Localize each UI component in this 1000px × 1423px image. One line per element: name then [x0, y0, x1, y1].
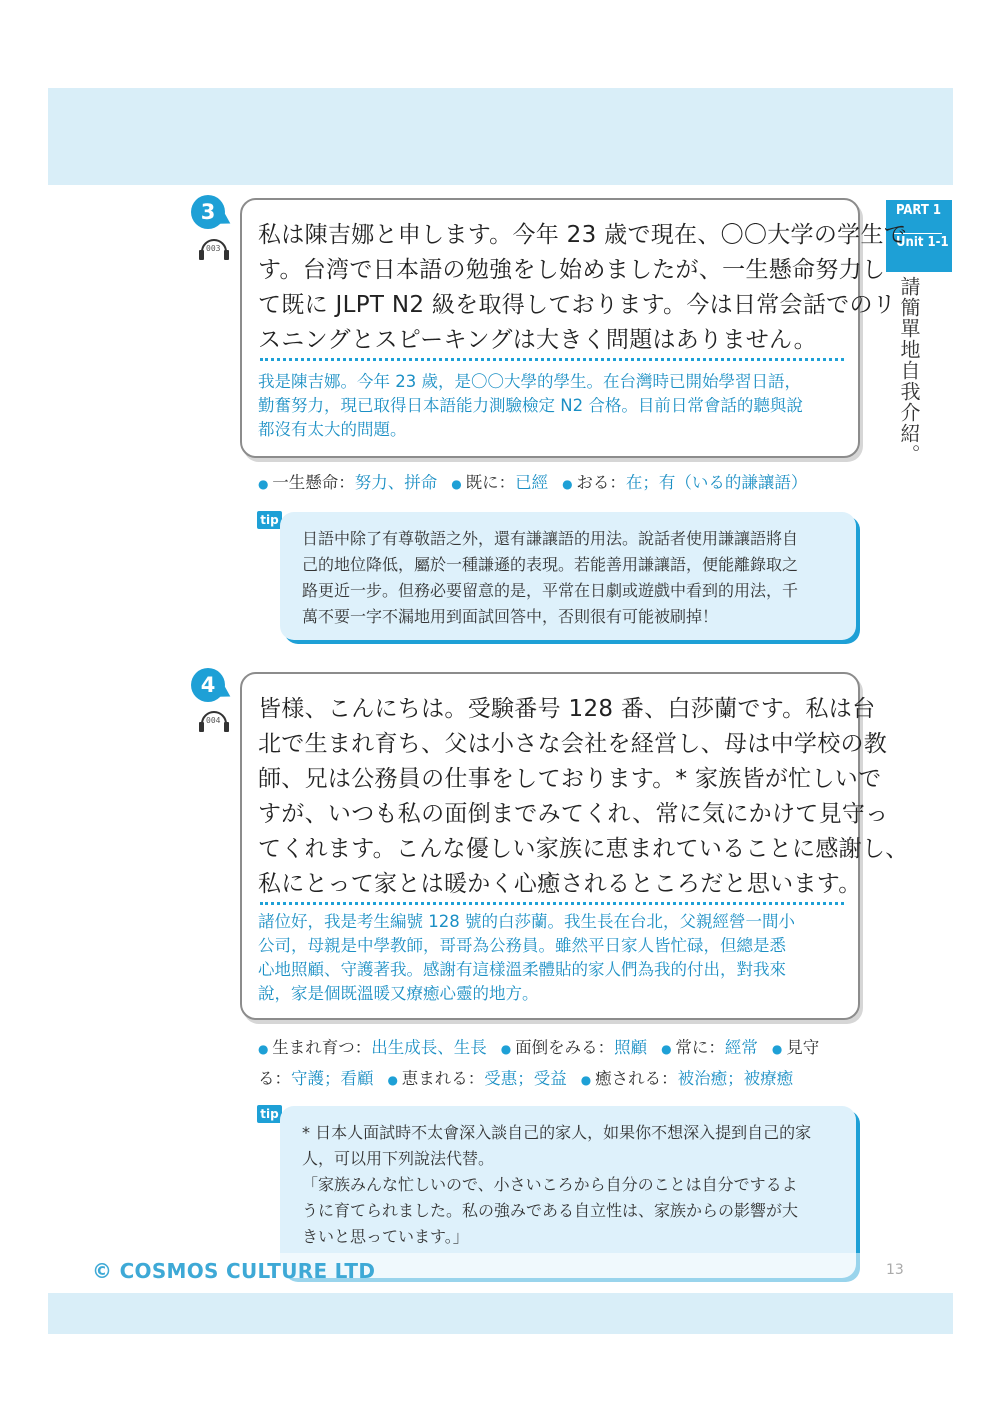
- chinese-line: 說，家是個既溫暖又療癒心靈的地方。: [258, 984, 539, 1003]
- chinese-line: 我是陳吉娜。今年 23 歲，是〇〇大學的學生。在台灣時已開始學習日語，: [258, 372, 801, 391]
- vocab-term: 生まれ育つ：: [272, 1038, 372, 1057]
- japanese-line: すが、いつも私の面倒までみてくれ、常に気にかけて見守っ: [258, 801, 889, 827]
- vocab-meaning: 已經: [515, 473, 549, 492]
- vocab-item: [661, 1038, 758, 1057]
- vocab-item: [581, 1069, 793, 1088]
- page-number: 13: [886, 1262, 904, 1278]
- audio-icon[interactable]: [198, 708, 230, 734]
- vocab-term: 面倒をみる：: [515, 1038, 615, 1057]
- tip-line: 日語中除了有尊敬語之外，還有謙讓語的用法。說話者使用謙讓語將自: [302, 529, 799, 548]
- bullet-icon: ●: [500, 1042, 516, 1056]
- japanese-line: て既に JLPT N2 級を取得しております。今は日常会話でのリ: [258, 292, 897, 318]
- chinese-line: 都沒有太大的問題。: [258, 420, 407, 439]
- bullet-icon: ●: [451, 477, 466, 491]
- tip-box: [280, 512, 856, 640]
- japanese-line: てくれます。こんな優しい家族に恵まれていることに感謝し、: [258, 836, 909, 862]
- vocab-meaning: 守護；看顧: [291, 1069, 374, 1088]
- header-band: [48, 88, 953, 185]
- footer-band: [48, 1293, 953, 1334]
- unit-label: Unit 1-1: [896, 235, 949, 250]
- bullet-icon: ●: [562, 477, 577, 491]
- bullet-icon: ●: [258, 477, 273, 491]
- tip-label: tip: [257, 1105, 282, 1123]
- vocab-term: 見守: [786, 1038, 820, 1057]
- vocab-term: る：: [258, 1069, 291, 1088]
- section-number-3: 3: [191, 195, 225, 229]
- vocab-meaning: 被治癒；被療癒: [677, 1069, 794, 1088]
- japanese-line: す。台湾で日本語の勉強をし始めましたが、一生懸命努力し: [258, 257, 886, 283]
- vocabulary-list: [258, 468, 821, 499]
- audio-icon[interactable]: [198, 236, 230, 262]
- vocab-item: [562, 473, 807, 492]
- vocab-term: おる：: [576, 473, 626, 492]
- dialogue-card-3: [240, 198, 908, 458]
- bullet-icon: ●: [580, 1073, 596, 1087]
- part-label: PART 1: [896, 203, 942, 218]
- section-number-4: 4: [191, 668, 225, 702]
- tip-line: 己的地位降低，屬於一種謙遜的表現。若能善用謙讓語，便能離錄取之: [302, 555, 799, 574]
- vocab-item: [258, 473, 437, 492]
- dialogue-card-4: [240, 672, 909, 1020]
- japanese-line: スニングとスピーキングは大きく問題はありません。: [258, 327, 817, 353]
- tip-line: きいと思っています。」: [302, 1227, 469, 1246]
- watermark: © COSMOS CULTURE LTD: [92, 1259, 376, 1283]
- japanese-line: 私にとって家とは暖かく心癒されるところだと思います。: [258, 871, 862, 897]
- japanese-line: 師、兄は公務員の仕事をしております。* 家族皆が忙しいで: [258, 766, 882, 792]
- audio-track-number: 004: [206, 716, 221, 725]
- dotted-divider: [260, 902, 844, 905]
- vocab-meaning: 出生成長、生長: [371, 1038, 487, 1057]
- tip-line: 路更近一步。但務必要留意的是，平常在日劇或遊戲中看到的用法，千: [302, 581, 799, 600]
- bullet-icon: ●: [258, 1042, 273, 1056]
- vocab-item: [451, 473, 548, 492]
- vocab-meaning: 受惠；受益: [484, 1069, 567, 1088]
- chapter-title: 請簡單地自我介紹。: [897, 276, 921, 465]
- audio-track-number: 003: [206, 244, 221, 253]
- tip-line: * 日本人面試時不太會深入談自己的家人，如果你不想深入提到自己的家: [302, 1123, 812, 1142]
- bullet-icon: ●: [387, 1073, 402, 1087]
- chinese-line: 心地照顧、守護著我。感謝有這樣溫柔體貼的家人們為我的付出，對我來: [258, 960, 786, 979]
- tip-label: tip: [257, 511, 282, 529]
- vocab-term: 癒される：: [595, 1069, 678, 1088]
- vocab-item: [258, 1038, 487, 1057]
- chinese-line: 勤奮努力，現已取得日本語能力測驗檢定 N2 合格。目前日常會話的聽與說: [258, 396, 803, 415]
- tip-line: 「家族みんな忙しいので、小さいころから自分のことは自分でするよ: [302, 1175, 798, 1194]
- vocab-term: 既に：: [465, 473, 516, 492]
- tip-line: 人，可以用下列說法代替。: [302, 1149, 495, 1168]
- vocab-line: [258, 1064, 833, 1095]
- vocab-line: [258, 468, 821, 499]
- japanese-line: 皆様、こんにちは。受験番号 128 番、白莎蘭です。私は台: [258, 696, 876, 722]
- vocab-term: 恵まれる：: [401, 1069, 485, 1088]
- bullet-icon: ●: [771, 1042, 787, 1056]
- japanese-line: 私は陳吉娜と申します。今年 23 歳で現在、〇〇大学の学生で: [258, 222, 908, 248]
- vocabulary-list: [258, 1033, 833, 1095]
- tip-line: うに育てられました。私の強みである自立性は、家族からの影響が大: [302, 1201, 799, 1220]
- chinese-line: 諸位好，我是考生編號 128 號的白莎蘭。我生長在台北，父親經營一間小: [258, 912, 795, 931]
- vocab-meaning: 努力、拼命: [354, 473, 438, 492]
- vocab-meaning: 照顧: [614, 1038, 648, 1057]
- bullet-icon: ●: [661, 1042, 676, 1056]
- dotted-divider: [260, 358, 844, 361]
- vocab-line: [258, 1033, 833, 1064]
- vocab-item: [772, 1038, 819, 1057]
- tip-line: 萬不要一字不漏地用到面試回答中，否則很有可能被刷掉！: [302, 607, 719, 626]
- japanese-line: 北で生まれ育ち、父は小さな会社を経営し、母は中学校の教: [258, 731, 888, 757]
- chinese-line: 公司，母親是中學教師，哥哥為公務員。雖然平日家人皆忙碌，但總是悉: [258, 936, 786, 955]
- vocab-term: 常に：: [675, 1038, 725, 1057]
- vocab-item: [388, 1069, 567, 1088]
- vocab-term: 一生懸命：: [272, 473, 355, 492]
- vocab-item: [258, 1069, 374, 1088]
- vocab-item: [501, 1038, 647, 1057]
- vocab-meaning: 經常: [724, 1038, 758, 1057]
- vocab-meaning: 在；有（いる的謙讓語）: [625, 473, 808, 492]
